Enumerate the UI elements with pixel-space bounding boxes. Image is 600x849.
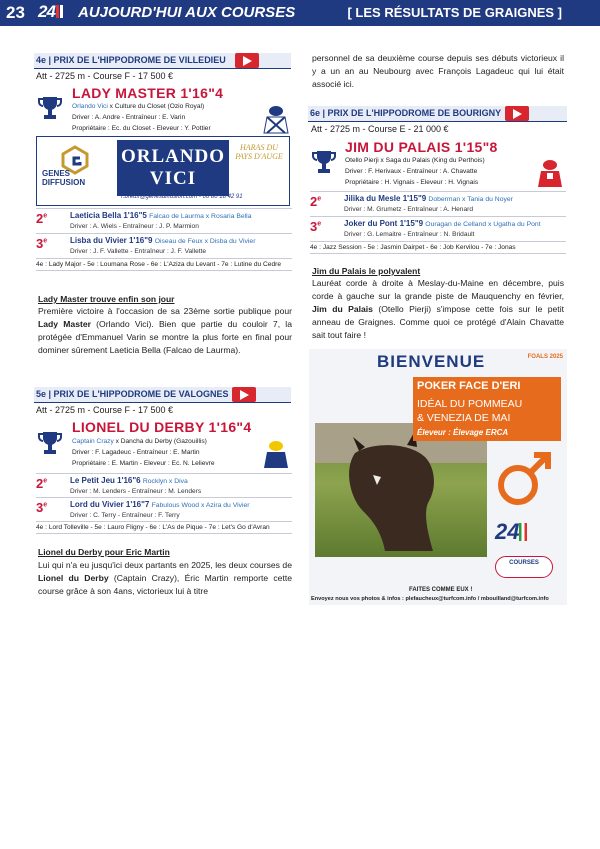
horse-result: Lisba du Vivier 1'16"9 Oiseau de Feux x Disba du Vivier <box>70 236 256 245</box>
horse-result: Le Petit Jeu 1'16"6 Rocklyn x Diva <box>70 476 188 485</box>
place-number: 3e <box>36 236 48 251</box>
page-header <box>0 0 600 26</box>
story-title: Lionel du Derby pour Eric Martin <box>38 547 170 557</box>
stallion-name: ORLANDO VICI <box>117 140 229 196</box>
winner-driver: Driver : F. Herivaux - Entraîneur : A. Chavatte <box>345 168 478 175</box>
page-title: AUJOURD'HUI AUX COURSES <box>78 4 296 21</box>
place-second <box>36 208 292 230</box>
horse-driver: Driver : G. Lemaitre - Entraîneur : N. Bridault <box>344 231 475 238</box>
place-number: 3e <box>310 219 322 234</box>
story-paragraph: Lui qui n'a eu jusqu'ici deux partants en 2025, les deux courses de Lionel du Derby (Captain Crazy), Éric Martin remporte cette course grâce à son 4ans, victorieux lui à titre <box>38 560 292 596</box>
other-places: 4e : Lord Tolleville - 5e : Lauro Fligny - 6e : L'As de Pique - 7e : Let's Go d'Avran <box>36 521 292 534</box>
genes-diffusion-ad[interactable] <box>36 136 290 206</box>
play-icon[interactable] <box>232 387 256 402</box>
horse-driver: Driver : C. Terry - Entraîneur : F. Terry <box>70 512 180 519</box>
horse-result: Lord du Vivier 1'16"7 Fabulous Wood x Azira du Vivier <box>70 500 250 509</box>
winner-name: LIONEL DU DERBY 1'16"4 <box>72 419 252 435</box>
brand-24-logo: 24 <box>495 519 527 545</box>
winner-name: LADY MASTER 1'16"4 <box>72 85 224 101</box>
foal-name: POKER FACE D'ERI <box>417 380 521 392</box>
partner-courses-logo: COURSES <box>495 556 553 578</box>
winner-driver: Driver : F. Lagadeuc - Entraîneur : E. Martin <box>72 449 200 456</box>
promo-contact[interactable]: Envoyez nous vos photos & infos : plefaucheux@turfcom.info / mbouilland@turfcom.info <box>311 596 549 602</box>
foal-welcome-promo <box>309 349 567 605</box>
trophy-icon <box>311 149 337 175</box>
race-conditions: Att - 2725 m - Course F - 17 500 € <box>36 405 174 415</box>
jersey-icon <box>263 440 289 470</box>
foal-illustration <box>315 423 487 557</box>
winner-pedigree: Captain Crazy x Dancha du Derby (Gazouillis) <box>72 438 207 445</box>
promo-title: BIENVENUE <box>377 352 486 371</box>
horse-result: Jilika du Mesle 1'15"9 Doberman x Tania du Noyer <box>344 194 513 203</box>
winner-pedigree: Otello Pierji x Saga du Palais (King du Perthois) <box>345 157 485 164</box>
place-number: 2e <box>36 476 48 491</box>
foal-dam: & VENEZIA DE MAI <box>417 412 511 424</box>
brand-logo: 24 <box>38 2 63 22</box>
story-paragraph: Première victoire à l'occasion de sa 23ème sortie publique pour Lady Master (Orlando Vici). Bien que partie du couloir 7, la protégée d'Emmanuel Varin se montre la plus forte en final pour dominer sûrement Laeticia Bella (Falcao de Laurma). <box>38 306 292 355</box>
place-second <box>310 191 566 213</box>
horse-driver: Driver : M. Grumetz - Entraîneur : A. Henard <box>344 206 473 213</box>
winner-pedigree: Orlando Vici x Culture du Closet (Ozio Royal) <box>72 103 205 110</box>
place-third <box>36 233 292 255</box>
story-title: Jim du Palais le polyvalent <box>312 266 421 276</box>
race-header-bourigny <box>308 106 567 122</box>
place-third <box>310 216 566 238</box>
race-title: 6e | PRIX DE L'HIPPODROME DE BOURIGNY <box>310 108 502 118</box>
promo-tag: FOALS 2025 <box>527 354 563 360</box>
trophy-icon <box>37 430 63 456</box>
other-places: 4e : Jazz Session - 5e : Jasmin Dairpet - 6e : Job Kervilou - 7e : Jonas <box>310 241 566 254</box>
foal-info-box <box>413 377 561 441</box>
horse-result: Laeticia Bella 1'16"5 Falcao de Laurma x Rosaria Bella <box>70 211 252 220</box>
place-third <box>36 497 292 519</box>
story-continuation: personnel de sa deuxième course depuis ses débuts victorieux il y a un an au Neubourg avec François Lagadeuc qui lui était associé ici. <box>312 53 564 89</box>
trophy-icon <box>37 95 63 121</box>
place-number: 2e <box>36 211 48 226</box>
page-number: 23 <box>6 3 25 22</box>
place-number: 3e <box>36 500 48 515</box>
male-symbol-icon <box>494 451 554 509</box>
haras-name: HARAS DU PAYS D'AUGE <box>235 143 283 161</box>
race-header-villedieu <box>34 53 291 69</box>
horse-driver: Driver : A. Wiels - Entraîneur : J. P. Marmion <box>70 223 199 230</box>
genes-brand: GENES DIFFUSION <box>42 169 86 187</box>
race-header-valognes <box>34 387 291 403</box>
foal-photo <box>315 423 487 557</box>
winner-owner: Propriétaire : H. Vignais - Eleveur : H. Vignais <box>345 179 479 186</box>
foal-breeder: Éleveur : Élevage ERCA <box>417 428 509 437</box>
race-conditions: Att - 2725 m - Course E - 21 000 € <box>311 124 449 134</box>
horse-driver: Driver : M. Lenders - Entraîneur : M. Lenders <box>70 488 202 495</box>
place-second <box>36 473 292 495</box>
horse-driver: Driver : J. F. Vallette - Entraîneur : J. F. Vallette <box>70 248 207 255</box>
foal-sire: IDÉAL DU POMMEAU <box>417 398 523 410</box>
section-title: [ LES RÉSULTATS DE GRAIGNES ] <box>347 5 562 20</box>
promo-call: FAITES COMME EUX ! <box>409 587 473 593</box>
race-conditions: Att - 2725 m - Course F - 17 500 € <box>36 71 174 81</box>
ad-contact: r.breux@genesdiffusion.com - 06 80 18 42 91 <box>121 194 243 200</box>
winner-owner: Propriétaire : E. Martin - Eleveur : Ec. N. Lelievre <box>72 460 215 467</box>
jersey-icon <box>263 105 289 135</box>
place-number: 2e <box>310 194 322 209</box>
play-icon[interactable] <box>235 53 259 68</box>
winner-driver: Driver : A. Andre - Entraîneur : E. Varin <box>72 114 186 121</box>
horse-result: Joker du Pont 1'15"9 Ouragan de Celland x Ugatha du Pont <box>344 219 541 228</box>
race-title: 5e | PRIX DE L'HIPPODROME DE VALOGNES <box>36 389 229 399</box>
story-paragraph: Lauréat corde à droite à Meslay-du-Maine en décembre, puis corde à gauche sur la grande piste de Mauquenchy en février, Jim du Palais (Otello Pierji) s'impose cette fois sur le petit anneau de Graignes. Comme quoi ce protégé d'Alain Chavatte sait tout faire ! <box>312 278 564 340</box>
story-title: Lady Master trouve enfin son jour <box>38 294 175 304</box>
winner-owner: Propriétaire : Ec. du Closet - Eleveur : Y. Pottier <box>72 125 211 132</box>
jersey-icon <box>537 159 563 189</box>
play-icon[interactable] <box>505 106 529 121</box>
winner-name: JIM DU PALAIS 1'15"8 <box>345 139 498 155</box>
race-title: 4e | PRIX DE L'HIPPODROME DE VILLEDIEU <box>36 55 226 65</box>
other-places: 4e : Lady Major - 5e : Loumana Rose - 6e : L'Aziza du Levant - 7e : Lutine du Cedre <box>36 258 292 271</box>
